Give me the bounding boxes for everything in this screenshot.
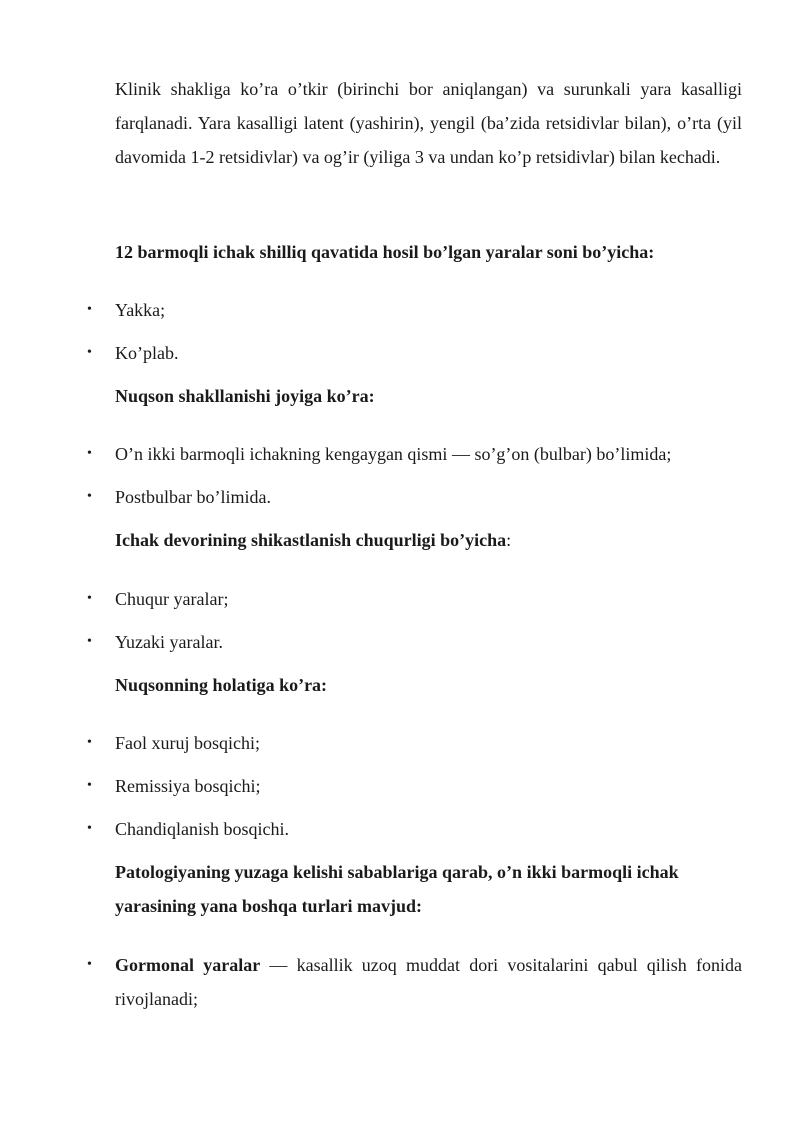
- section-heading-depth-text: Ichak devorining shikastlanish chuqurligi bo’yicha: [115, 530, 507, 550]
- bullet-icon: •: [87, 302, 92, 317]
- section-heading-depth-colon: :: [506, 530, 512, 550]
- bullet-icon: •: [87, 957, 92, 972]
- list-item-text: Chandiqlanish bosqichi.: [115, 819, 289, 839]
- list-item-text: Remissiya bosqichi;: [115, 776, 261, 796]
- list-item-text: Faol xuruj bosqichi;: [115, 733, 260, 753]
- list-item-term: Gormonal yaralar: [115, 955, 261, 975]
- section-heading-ulcer-count: 12 barmoqli ichak shilliq qavatida hosil bo’lgan yaralar soni bo’yicha:: [115, 242, 655, 262]
- list-item-text: Ko’plab.: [115, 343, 179, 363]
- list-item-text: [115, 948, 742, 1016]
- section-heading-location: Nuqson shakllanishi joyiga ko’ra:: [115, 386, 375, 406]
- section-heading-depth: [115, 523, 742, 557]
- list-item-text: Chuqur yaralar;: [115, 589, 229, 609]
- bullet-icon: •: [87, 345, 92, 360]
- list-item-description: — kasallik uzoq muddat dori vositalarini qabul qilish fonida rivojlanadi;: [115, 955, 742, 1009]
- list-item-text: Yuzaki yaralar.: [115, 632, 223, 652]
- bullet-icon: •: [87, 634, 92, 649]
- list-item-text: Postbulbar bo’limida.: [115, 487, 271, 507]
- bullet-icon: •: [87, 591, 92, 606]
- bullet-icon: •: [87, 778, 92, 793]
- intro-paragraph: Klinik shakliga ko’ra o’tkir (birinchi bor aniqlangan) va surunkali yara kasalligi farqlanadi. Yara kasalligi latent (yashirin), yengil (ba’zida retsidivlar bilan), o’rta (yil davomida 1-2 retsidivlar) va og’ir (yiliga 3 va undan ko’p retsidivlar) bilan kechadi.: [115, 79, 742, 167]
- list-item-text: O’n ikki barmoqli ichakning kengaygan qismi — so’g’on (bulbar) bo’limida;: [115, 444, 672, 464]
- bullet-icon: •: [87, 489, 92, 504]
- bullet-icon: •: [87, 821, 92, 836]
- section-heading-causes: Patologiyaning yuzaga kelishi sabablariga qarab, o’n ikki barmoqli ichak yarasining yana boshqa turlari mavjud:: [115, 862, 679, 916]
- bullet-icon: •: [87, 735, 92, 750]
- list-item-text: Yakka;: [115, 300, 166, 320]
- bullet-icon: •: [87, 446, 92, 461]
- section-heading-state: Nuqsonning holatiga ko’ra:: [115, 675, 328, 695]
